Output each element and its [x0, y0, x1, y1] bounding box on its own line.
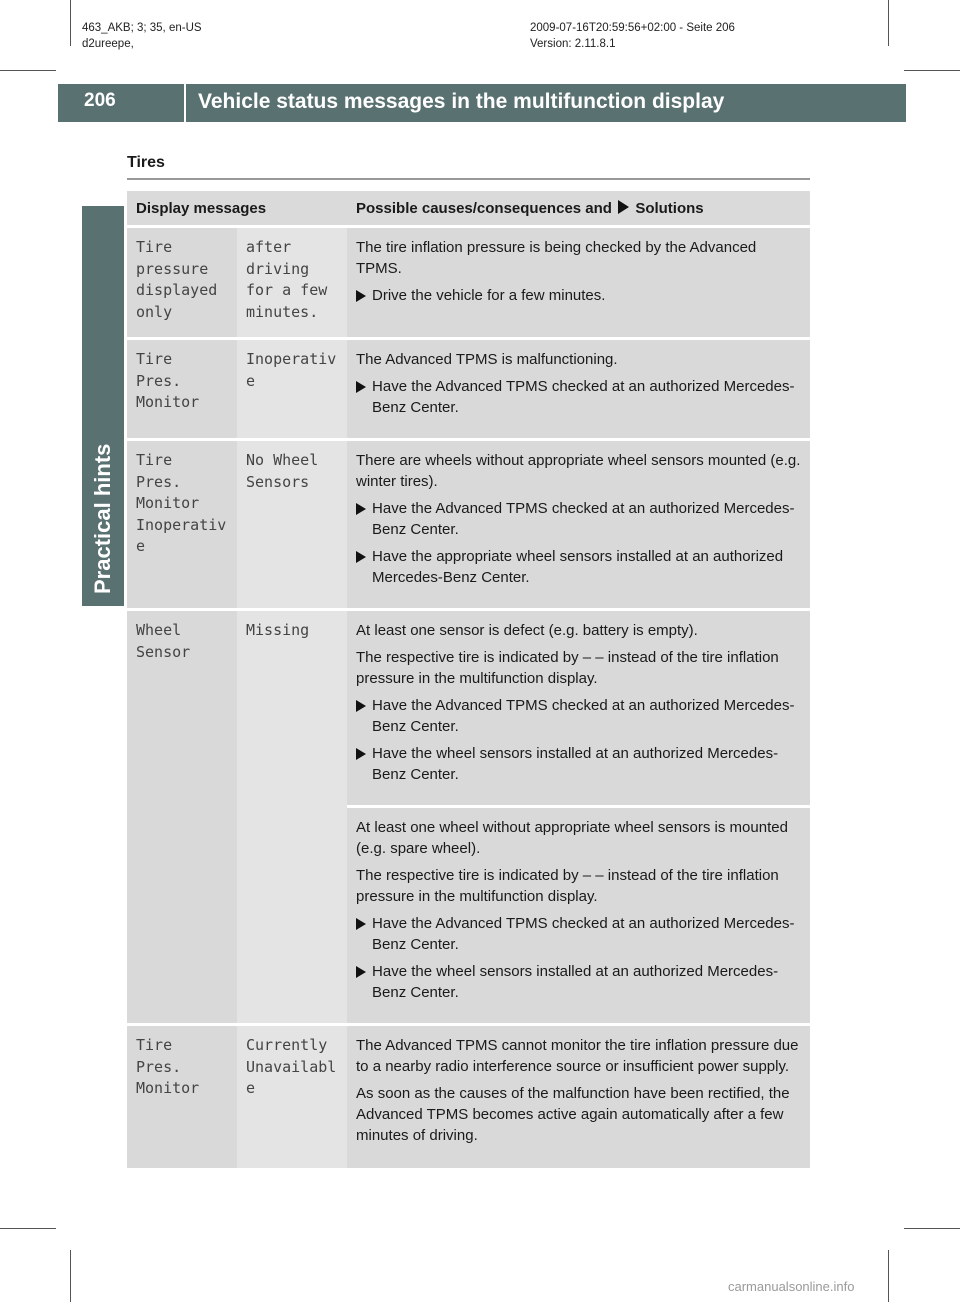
print-meta-author: d2ureepe, [82, 38, 134, 50]
crop-mark [70, 0, 71, 46]
display-text: after driving for a few minutes. [246, 238, 328, 321]
step-text: Have the Advanced TPMS checked at an authorized Mercedes-Benz Center. [372, 915, 795, 953]
solution-step [356, 546, 801, 588]
solution-cell [347, 611, 810, 805]
print-meta-right [530, 20, 735, 52]
table-row [127, 611, 810, 805]
page-title: Vehicle status messages in the multifunction display [198, 90, 725, 113]
step-text: Have the wheel sensors installed at an authorized Mercedes-Benz Center. [372, 745, 779, 783]
consequence-text: As soon as the causes of the malfunction have been rectified, the Advanced TPMS becomes active again automatically after a few minutes of driving. [356, 1085, 790, 1144]
crop-mark [70, 1250, 71, 1302]
display-text: No Wheel Sensors [246, 451, 319, 491]
table-row [127, 1026, 810, 1168]
messages-table [127, 188, 810, 1171]
message-part-2 [237, 441, 347, 608]
message-part-1 [127, 340, 237, 438]
chapter-tab-label: Practical hints [90, 443, 115, 594]
message-part-1 [127, 228, 237, 337]
cause-text: At least one sensor is defect (e.g. battery is empty). [356, 622, 698, 639]
solution-step [356, 961, 801, 1003]
cause-text: The Advanced TPMS cannot monitor the tire inflation pressure due to a nearby radio interference source or insufficient power supply. [356, 1037, 799, 1075]
step-text: Have the wheel sensors installed at an authorized Mercedes-Benz Center. [372, 963, 779, 1001]
action-arrow-icon [356, 918, 366, 930]
consequence-text: The respective tire is indicated by – – instead of the tire inflation pressure in the multifunction display. [356, 867, 779, 905]
header-causes-prefix: Possible causes/consequences and [356, 199, 612, 217]
step-text: Have the appropriate wheel sensors installed at an authorized Mercedes-Benz Center. [372, 548, 784, 586]
print-meta-left [82, 20, 202, 52]
display-text: Wheel Sensor [136, 621, 191, 661]
message-part-2 [237, 611, 347, 1023]
action-arrow-icon [356, 748, 366, 760]
consequence-text: The respective tire is indicated by – – instead of the tire inflation pressure in the multifunction display. [356, 649, 779, 687]
solution-step [356, 743, 801, 785]
print-meta-timestamp: 2009-07-16T20:59:56+02:00 - Seite 206 [530, 22, 735, 34]
action-arrow-icon [356, 290, 366, 302]
action-arrow-icon [356, 700, 366, 712]
action-arrow-icon [618, 200, 629, 214]
solution-step [356, 376, 801, 418]
watermark-text: carmanualsonline.info [728, 1279, 855, 1294]
action-arrow-icon [356, 381, 366, 393]
solution-cell [347, 808, 810, 1023]
crop-mark [904, 70, 960, 71]
cause-text: At least one wheel without appropriate wheel sensors is mounted (e.g. spare wheel). [356, 819, 788, 857]
table-header-row [127, 191, 810, 225]
display-text: Tire Pres. Monitor [136, 1036, 200, 1097]
message-part-1 [127, 1026, 237, 1168]
crop-mark [904, 1228, 960, 1229]
display-text: Missing [246, 621, 310, 639]
solution-step [356, 913, 801, 955]
display-text: Currently Unavailabl e [246, 1036, 337, 1097]
display-text: Inoperativ e [246, 350, 337, 390]
crop-mark [888, 1250, 889, 1302]
crop-mark [0, 1228, 56, 1229]
solution-step [356, 285, 801, 306]
crop-mark [0, 70, 56, 71]
solution-cell [347, 228, 810, 337]
header-divider [184, 84, 186, 122]
cause-text: There are wheels without appropriate wheel sensors mounted (e.g. winter tires). [356, 452, 801, 490]
page-number: 206 [84, 90, 116, 111]
message-part-1 [127, 441, 237, 608]
header-display-messages: Display messages [127, 191, 347, 225]
step-text: Have the Advanced TPMS checked at an authorized Mercedes-Benz Center. [372, 378, 795, 416]
display-text: Tire Pres. Monitor [136, 350, 200, 411]
message-part-2 [237, 228, 347, 337]
table-row [127, 340, 810, 438]
cause-text: The tire inflation pressure is being checked by the Advanced TPMS. [356, 239, 757, 277]
message-part-2 [237, 1026, 347, 1168]
section-rule [127, 178, 810, 180]
table-row [127, 441, 810, 608]
step-text: Have the Advanced TPMS checked at an authorized Mercedes-Benz Center. [372, 697, 795, 735]
display-text: Tire pressure displayed only [136, 238, 218, 321]
message-part-1 [127, 611, 237, 1023]
step-text: Drive the vehicle for a few minutes. [372, 287, 606, 304]
section-title: Tires [127, 154, 165, 171]
table-row [127, 228, 810, 337]
message-part-2 [237, 340, 347, 438]
display-text: Tire Pres. Monitor Inoperativ e [136, 451, 227, 555]
page-header [58, 84, 906, 122]
solution-step [356, 695, 801, 737]
solution-cell [347, 1026, 810, 1168]
action-arrow-icon [356, 966, 366, 978]
chapter-tab [82, 206, 124, 606]
header-causes-suffix: Solutions [635, 199, 704, 217]
action-arrow-icon [356, 503, 366, 515]
solution-cell [347, 340, 810, 438]
crop-mark [888, 0, 889, 46]
header-causes [347, 191, 810, 225]
action-arrow-icon [356, 551, 366, 563]
print-meta-job: 463_AKB; 3; 35, en-US [82, 22, 202, 34]
step-text: Have the Advanced TPMS checked at an authorized Mercedes-Benz Center. [372, 500, 795, 538]
solution-step [356, 498, 801, 540]
print-meta-version: Version: 2.11.8.1 [530, 38, 616, 50]
cause-text: The Advanced TPMS is malfunctioning. [356, 351, 618, 368]
solution-cell [347, 441, 810, 608]
